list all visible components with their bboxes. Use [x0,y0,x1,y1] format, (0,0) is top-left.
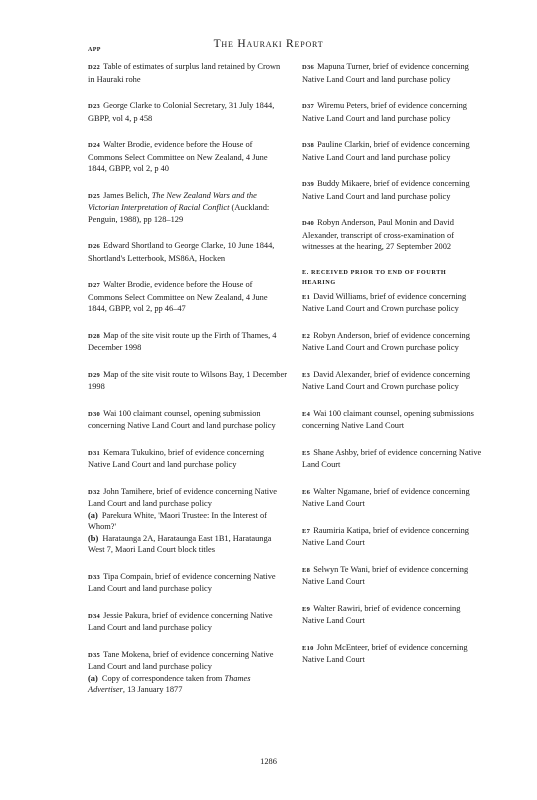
entry-text: Selwyn Te Wani, brief of evidence concerning Native Land Court [302,564,469,586]
entry-code: D35 [88,651,101,659]
entry-d38 [302,139,482,163]
entry-text: Kemara Tukukino, brief of evidence concerning Native Land Court and land purchase policy [88,447,265,469]
entry-code: D27 [88,282,101,289]
entry-code: D40 [302,220,315,227]
sub-entry-text: Copy of correspondence taken from [101,673,225,683]
right-column [302,61,482,681]
entry-e9 [302,603,482,627]
entry-text: Walter Brodie, evidence before the House of Commons Select Committee on New Zealand, 4 June 1844, GBPP, vol 2, pp 46–47 [88,280,268,313]
entry-code: D26 [88,243,101,250]
entry-code: D28 [88,332,101,340]
entry-e1 [302,291,482,315]
entry-text: John Tamihere, brief of evidence concerning Native Land Court and land purchase policy [88,486,278,508]
entry-code: E8 [302,566,311,574]
entry-code: D25 [88,192,101,200]
entry-text: Tipa Compain, brief of evidence concerning Native Land Court and land purchase policy [88,571,276,593]
entry-d30 [88,408,288,432]
entry-code: D37 [302,103,315,110]
entry-e3 [302,369,482,393]
running-head: The Hauraki Report [213,38,324,50]
entry-code: D32 [88,488,101,496]
entry-text: Walter Ngamane, brief of evidence concerning Native Land Court [302,486,470,508]
entry-e4 [302,408,482,432]
entry-e7 [302,525,482,549]
entry-d29 [88,369,288,393]
entry-d22 [88,61,288,85]
entry-text: David Williams, brief of evidence concerning Native Land Court and Crown purchase policy [302,291,467,313]
entry-code: D29 [88,371,101,379]
sub-entry-title-italic: Thames Advertiser [88,673,251,694]
entry-code: D33 [88,573,101,581]
entry-d33 [88,571,288,595]
entry-d35 [88,649,288,696]
entry-code: E6 [302,488,311,496]
page-number: 1286 [260,757,277,766]
entry-d37 [302,100,482,124]
sub-entry-letter: (a) [88,510,98,520]
entry-code: E7 [302,527,311,535]
entry-d28 [88,330,288,354]
entry-code: D22 [88,64,101,71]
entry-text: Map of the site visit route to Wilsons Bay, 1 December 1998 [88,369,287,391]
entry-code: D36 [302,64,315,71]
entry-code: E3 [302,371,311,379]
section-heading: E. RECEIVED PRIOR TO END OF FOURTH HEARING [302,268,447,286]
entry-text: Robyn Anderson, Paul Monin and David Alexander, transcript of cross-examination of witnesses at the hearing, 27 September 2002 [302,218,454,251]
entry-text: James Belich, [103,190,152,200]
entry-d27 [88,279,288,315]
entry-text: Wai 100 claimant counsel, opening submission concerning Native Land Court and land purchase policy [88,408,276,430]
sub-entry-a [88,673,288,696]
entry-text: Robyn Anderson, brief of evidence concerning Native Land Court and Crown purchase policy [302,330,470,352]
entry-code: D23 [88,103,101,110]
sub-entry-a [88,510,288,533]
entry-e10 [302,642,482,666]
entry-code: E4 [302,410,311,418]
entry-text: Map of the site visit route up the Firth of Thames, 4 December 1998 [88,330,277,352]
entry-text: Buddy Mikaere, brief of evidence concerning Native Land Court and land purchase policy [302,179,470,201]
entry-code: E5 [302,449,311,457]
entry-text: Wiremu Peters, brief of evidence concerning Native Land Court and land purchase policy [302,101,467,123]
entry-title-italic: The New Zealand Wars and the Victorian Interpretation of Racial Conflict [88,190,257,212]
entry-d40 [302,217,482,253]
sub-entry-letter: (a) [88,673,98,683]
entry-d36 [302,61,482,85]
entry-d26 [88,240,288,264]
entry-text: George Clarke to Colonial Secretary, 31 July 1844, GBPP, vol 4, p 458 [88,101,275,123]
entry-text: Shane Ashby, brief of evidence concerning Native Land Court [302,447,482,469]
entry-text: Jessie Pakura, brief of evidence concerning Native Land Court and land purchase policy [88,610,273,632]
entry-text: Tane Mokena, brief of evidence concerning Native Land Court and land purchase policy [88,649,274,671]
entry-text: Raumiria Katipa, brief of evidence concerning Native Land Court [302,525,469,547]
sub-entry-letter: (b) [88,533,99,543]
entry-code: D30 [88,410,101,418]
entry-code: E1 [302,293,311,301]
entry-code: D34 [88,612,101,620]
entry-code: D31 [88,449,101,457]
entry-code: E10 [302,644,314,652]
sub-entry-text: Parekura White, 'Maori Trustee: In the Interest of Whom?' [88,510,267,531]
entry-text: Wai 100 claimant counsel, opening submissions concerning Native Land Court [302,408,474,430]
entry-d25 [88,190,288,226]
entry-code: D24 [88,142,101,149]
sub-entry-text: Harataunga 2A, Harataunga East 1B1, Harataunga West 7, Maori Land Court block titles [88,533,272,554]
entry-code: E2 [302,332,311,340]
entry-text: Walter Brodie, evidence before the House of Commons Select Committee on New Zealand, 4 June 1844, GBPP, vol 2, p 40 [88,140,268,173]
entry-text: Mapuna Turner, brief of evidence concerning Native Land Court and land purchase policy [302,62,469,84]
entry-text-post: (Auckland: Penguin, 1988), pp 128–129 [88,203,270,224]
appendix-label: APP [88,47,101,53]
entry-code: D39 [302,181,315,188]
entry-text: Table of estimates of surplus land retained by Crown in Hauraki rohe [88,62,281,84]
entry-code: D38 [302,142,315,149]
entry-e5 [302,447,482,471]
entry-text: Edward Shortland to George Clarke, 10 June 1844, Shortland's Letterbook, MS86A, Hocken [88,241,275,263]
entry-d39 [302,178,482,202]
sub-entry-text-post: , 13 January 1877 [122,685,183,694]
entry-d34 [88,610,288,634]
entry-code: E9 [302,605,311,613]
entry-text: David Alexander, brief of evidence concerning Native Land Court and Crown purchase policy [302,369,471,391]
left-column [88,61,288,711]
entry-d31 [88,447,288,471]
entry-e6 [302,486,482,510]
entry-e2 [302,330,482,354]
entry-d32 [88,486,288,556]
entry-text: Walter Rawiri, brief of evidence concerning Native Land Court [302,603,461,625]
entry-d24 [88,139,288,175]
sub-entry-b [88,533,288,556]
entry-text: Pauline Clarkin, brief of evidence concerning Native Land Court and land purchase policy [302,140,470,162]
entry-d23 [88,100,288,124]
entry-e8 [302,564,482,588]
entry-text: John McEnteer, brief of evidence concerning Native Land Court [302,642,468,664]
